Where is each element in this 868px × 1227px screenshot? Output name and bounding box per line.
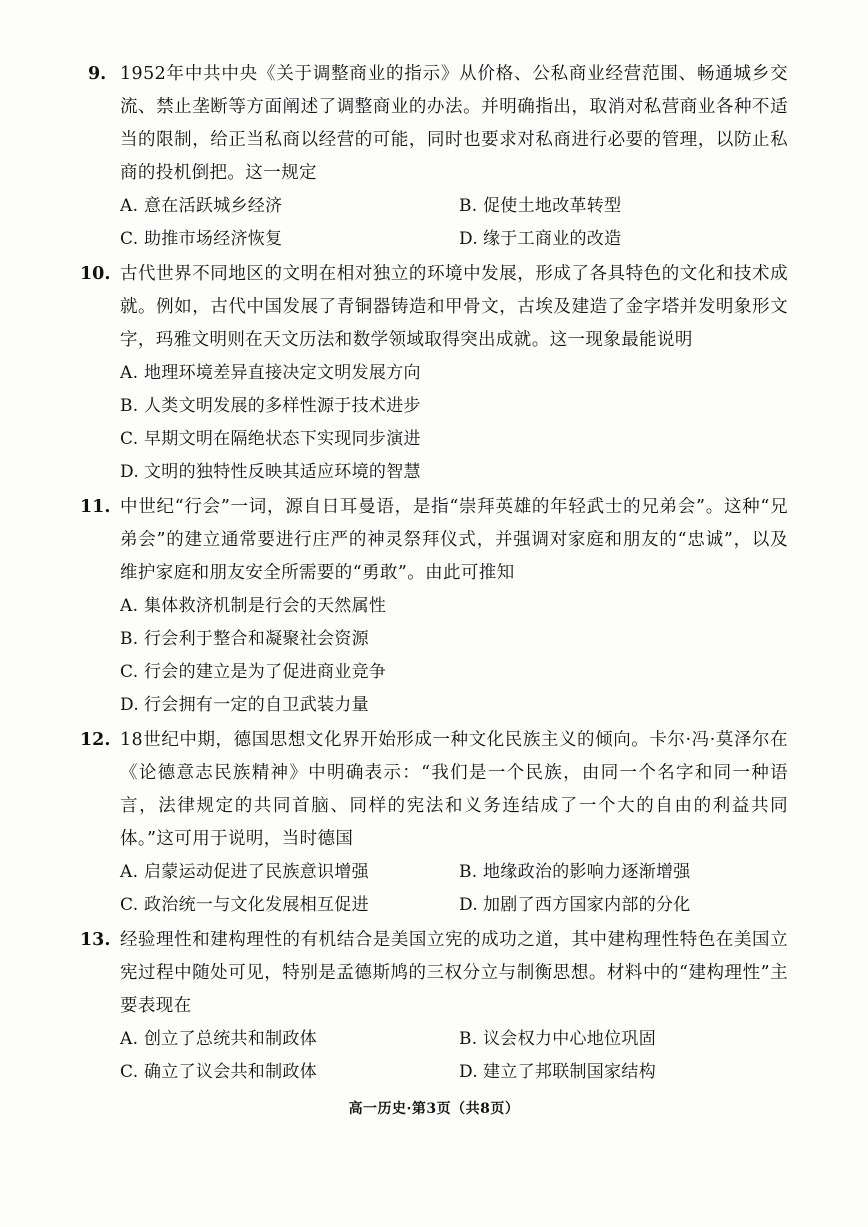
option-a: A. 意在活跃城乡经济 xyxy=(120,196,283,216)
option-c: C. 政治统一与文化发展相互促进 xyxy=(120,895,369,915)
question-10 xyxy=(80,258,788,489)
question-stem: 经验理性和建构理性的有机结合是美国立宪的成功之道，其中建构理性特色在美国立宪过程中随处可见，特别是孟德斯鸠的三权分立与制衡思想。材料中的“建构理性”主要表现在 xyxy=(120,930,788,1016)
question-stem: 1952年中共中央《关于调整商业的指示》从价格、公私商业经营范围、畅通城乡交流、禁止垄断等方面阐述了调整商业的办法。并明确指出，取消对私营商业各种不适当的限制，给正当私商以经营的可能，同时也要求对私商进行必要的管理，以防止私商的投机倒把。这一规定 xyxy=(120,64,788,183)
question-number: 13. xyxy=(80,930,111,950)
option-c: C. 早期文明在隔绝状态下实现同步演进 xyxy=(120,429,421,449)
question-number: 9. xyxy=(88,64,107,84)
options-grid xyxy=(120,1023,788,1089)
option-d: D. 行会拥有一定的自卫武装力量 xyxy=(120,695,369,715)
question-stem: 古代世界不同地区的文明在相对独立的环境中发展，形成了各具特色的文化和技术成就。例如，古代中国发展了青铜器铸造和甲骨文，古埃及建造了金字塔并发明象形文字，玛雅文明则在天文历法和数学领域取得突出成就。这一现象最能说明 xyxy=(120,264,788,350)
options-list xyxy=(120,357,788,489)
option-b: B. 地缘政治的影响力逐渐增强 xyxy=(459,862,691,882)
option-c: C. 确立了议会共和制政体 xyxy=(120,1062,317,1082)
option-a: A. 集体救济机制是行会的天然属性 xyxy=(120,596,387,616)
options-list xyxy=(120,590,788,722)
question-9 xyxy=(88,58,788,256)
option-b: B. 人类文明发展的多样性源于技术进步 xyxy=(120,396,421,416)
options-grid xyxy=(120,190,788,256)
question-12 xyxy=(80,724,788,922)
option-a: A. 启蒙运动促进了民族意识增强 xyxy=(120,862,369,882)
question-list xyxy=(80,58,788,1091)
option-b: B. 行会利于整合和凝聚社会资源 xyxy=(120,629,369,649)
options-grid xyxy=(120,856,788,922)
option-d: D. 文明的独特性反映其适应环境的智慧 xyxy=(120,462,421,482)
question-stem: 中世纪“行会”一词，源自日耳曼语，是指“崇拜英雄的年轻武士的兄弟会”。这种“兄弟会”的建立通常要进行庄严的神灵祭拜仪式，并强调对家庭和朋友的“忠诚”，以及维护家庭和朋友安全所需要的“勇敢”。由此可推知 xyxy=(120,497,788,583)
question-number: 11. xyxy=(80,497,111,517)
page-footer: 高一历史·第3页（共8页） xyxy=(348,1101,520,1117)
question-stem: 18世纪中期，德国思想文化界开始形成一种文化民族主义的倾向。卡尔·冯·莫泽尔在《论德意志民族精神》中明确表示：“我们是一个民族，由同一个名字和同一种语言，法律规定的共同首脑、同样的宪法和义务连结成了一个大的自由的利益共同体。”这可用于说明，当时德国 xyxy=(120,730,788,849)
option-c: C. 行会的建立是为了促进商业竞争 xyxy=(120,662,387,682)
option-c: C. 助推市场经济恢复 xyxy=(120,229,283,249)
option-d: D. 建立了邦联制国家结构 xyxy=(459,1062,656,1082)
question-number: 12. xyxy=(80,730,111,750)
question-13 xyxy=(80,924,788,1089)
option-d: D. 缘于工商业的改造 xyxy=(459,229,622,249)
option-b: B. 议会权力中心地位巩固 xyxy=(459,1029,656,1049)
option-d: D. 加剧了西方国家内部的分化 xyxy=(459,895,691,915)
option-a: A. 地理环境差异直接决定文明发展方向 xyxy=(120,363,421,383)
option-b: B. 促使土地改革转型 xyxy=(459,196,622,216)
question-number: 10. xyxy=(80,264,111,284)
option-a: A. 创立了总统共和制政体 xyxy=(120,1029,317,1049)
question-11 xyxy=(80,491,788,722)
